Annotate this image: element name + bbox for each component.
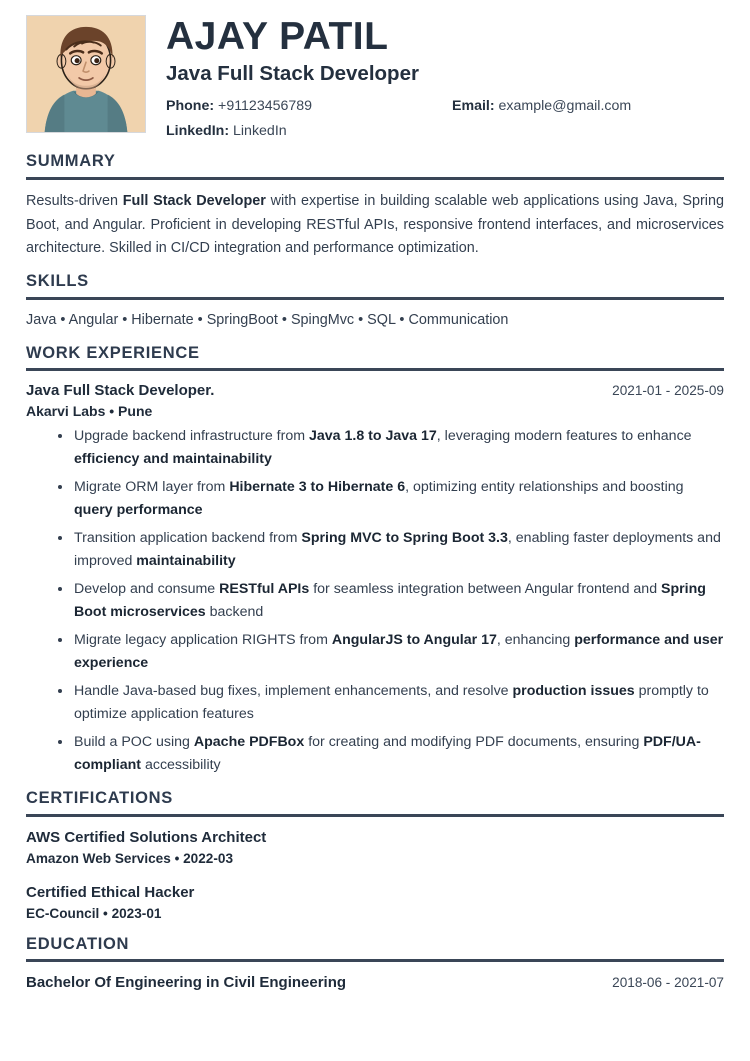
education-dates: 2018-06 - 2021-07 — [612, 975, 724, 991]
education-degree: Bachelor Of Engineering in Civil Engineering — [26, 974, 347, 992]
job-bullet: Transition application backend from Spring MVC to Spring Boot 3.3, enabling faster deployments and improved maintainability — [58, 527, 724, 573]
contact-phone-label: Phone: — [166, 98, 215, 115]
resume-header — [26, 15, 724, 140]
section-divider — [26, 814, 724, 817]
contact-email — [452, 98, 724, 115]
contact-phone — [166, 98, 452, 115]
section-title-skills: SKILLS — [26, 272, 89, 291]
certification-issuer-date: Amazon Web Services • 2022-03 — [26, 850, 234, 866]
job-bullet-list — [26, 425, 724, 777]
certification-name: Certified Ethical Hacker — [26, 883, 195, 901]
section-skills — [26, 272, 724, 331]
header-text-block — [166, 15, 724, 140]
section-certifications — [26, 789, 724, 922]
job-dates: 2021-01 - 2025-09 — [612, 383, 724, 399]
certification-name: AWS Certified Solutions Architect — [26, 829, 267, 847]
section-title-summary: SUMMARY — [26, 152, 116, 171]
section-education — [26, 935, 724, 994]
contact-info — [166, 98, 724, 140]
job-entry — [26, 381, 724, 777]
contact-email-label: Email: — [452, 98, 495, 115]
job-role: Java Full Stack Developer. — [26, 382, 215, 400]
section-divider — [26, 959, 724, 962]
avatar-illustration — [27, 16, 145, 132]
section-divider — [26, 297, 724, 300]
education-entry — [26, 972, 724, 993]
job-bullet: Migrate ORM layer from Hibernate 3 to Hibernate 6, optimizing entity relationships and boosting query performance — [58, 476, 724, 522]
job-bullet: Develop and consume RESTful APIs for seamless integration between Angular frontend and Spring Boot microservices backend — [58, 578, 724, 624]
section-summary — [26, 152, 724, 260]
section-divider — [26, 368, 724, 371]
contact-email-value[interactable]: example@gmail.com — [498, 98, 632, 115]
header-job-title: Java Full Stack Developer — [166, 61, 419, 85]
section-work-experience — [26, 344, 724, 778]
summary-paragraph: Results-driven Full Stack Developer with expertise in building scalable web applications using Java, Spring Boot, and Angular. Proficient in developing RESTful APIs, responsive frontend interfaces, and microservices architecture. Skilled in CI/CD integration and performance optimization. — [26, 193, 724, 256]
contact-phone-value[interactable]: +91123456789 — [218, 98, 313, 115]
section-divider — [26, 177, 724, 180]
contact-linkedin-value[interactable]: LinkedIn — [233, 123, 287, 140]
page-title: AJAY PATIL — [166, 15, 389, 58]
certification-entry — [26, 882, 724, 923]
certification-entry — [26, 827, 724, 868]
job-bullet: Handle Java-based bug fixes, implement enhancements, and resolve production issues promptly to optimize application features — [58, 680, 724, 726]
job-bullet: Migrate legacy application RIGHTS from AngularJS to Angular 17, enhancing performance and user experience — [58, 629, 724, 675]
job-company-location: Akarvi Labs • Pune — [26, 402, 153, 419]
section-title-work: WORK EXPERIENCE — [26, 343, 200, 362]
job-header-row — [26, 381, 724, 401]
job-bullet: Build a POC using Apache PDFBox for creating and modifying PDF documents, ensuring PDF/UA-compliant accessibility — [58, 731, 724, 777]
job-bullet: Upgrade backend infrastructure from Java 1.8 to Java 17, leveraging modern features to enhance efficiency and maintainability — [58, 425, 724, 471]
avatar — [26, 15, 146, 133]
section-title-certifications: CERTIFICATIONS — [26, 789, 173, 808]
section-title-education: EDUCATION — [26, 934, 130, 953]
contact-linkedin — [166, 123, 452, 140]
certification-issuer-date: EC-Council • 2023-01 — [26, 905, 162, 921]
skills-list: Java • Angular • Hibernate • SpringBoot • SpingMvc • SQL • Communication — [26, 311, 509, 328]
contact-linkedin-label: LinkedIn: — [166, 123, 230, 140]
